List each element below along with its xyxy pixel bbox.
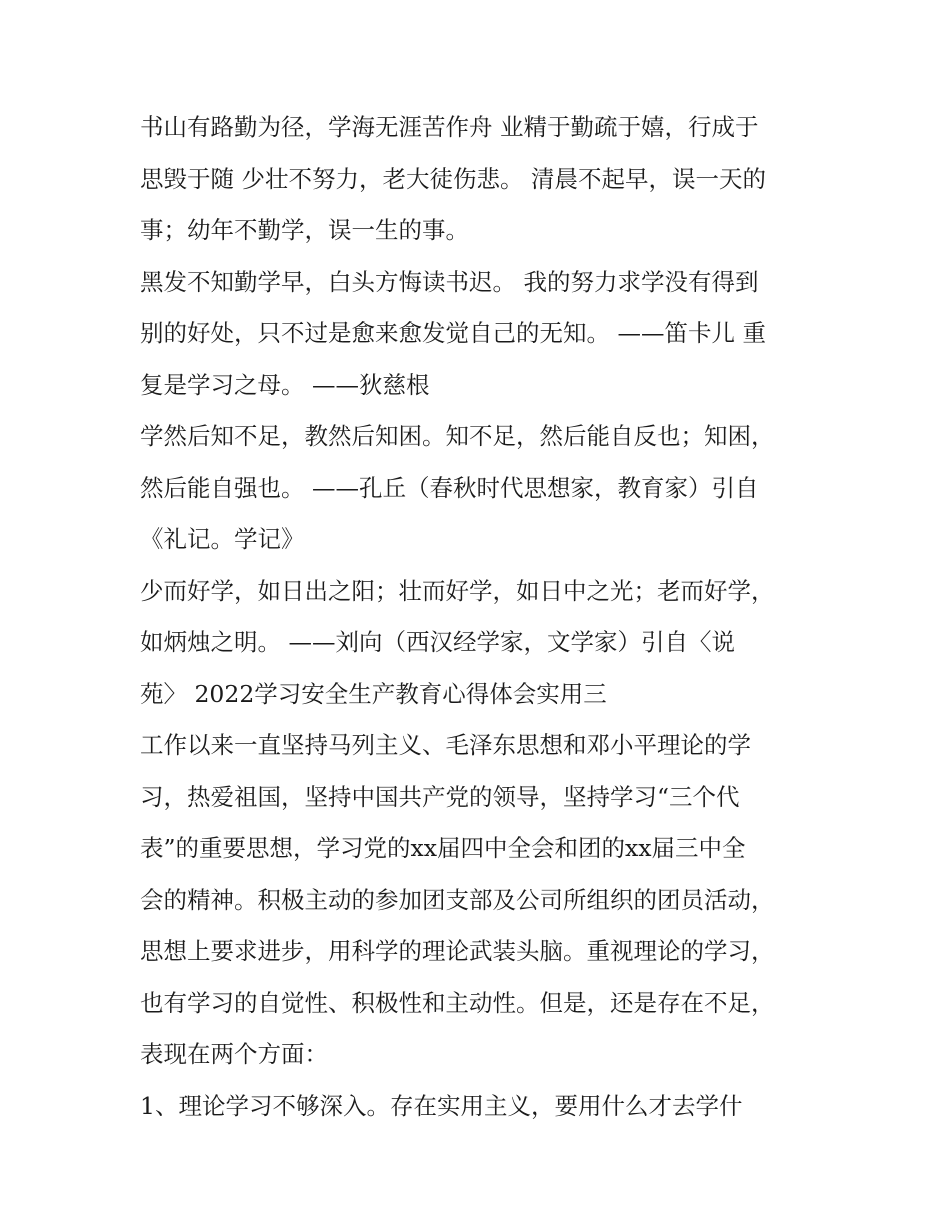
text-line: 思毁于随 少壮不努力，老大徒伤悲。 清晨不起早，误一天的 [140, 164, 766, 193]
text-line: 然后能自强也。 ——孔丘（春秋时代思想家，教育家）引自 [140, 473, 759, 502]
text-line: 复是学习之母。 ——狄慈根 [140, 370, 430, 399]
text-line: 事；幼年不勤学，误一生的事。 [140, 216, 469, 244]
text-line: 会的精神。积极主动的参加团支部及公司所组织的团员活动， [140, 885, 775, 914]
text-line: 书山有路勤为径，学海无涯苦作舟 业精于勤疏于嬉，行成于 [140, 113, 759, 141]
text-line: 也有学习的自觉性、积极性和主动性。但是，还是存在不足， [140, 988, 775, 1017]
text-line: 习，热爱祖国，坚持中国共产党的领导，坚持学习“三个代 [140, 782, 740, 811]
text-line: 别的好处，只不过是愈来愈发觉自己的无知。 ——笛卡儿 重 [140, 319, 766, 347]
text-line: 工作以来一直坚持马列主义、毛泽东思想和邓小平理论的学 [140, 731, 751, 759]
text-line: 如炳烛之明。 ——刘向（西汉经学家，文学家）引自〈说 [140, 628, 735, 656]
text-line: 黑发不知勤学早，白头方悔读书迟。 我的努力求学没有得到 [140, 267, 759, 296]
text-line: 学然后知不足，教然后知困。知不足，然后能自反也；知困， [140, 422, 775, 450]
text-line: 苑〉 2022学习安全生产教育心得体会实用三 [140, 679, 607, 708]
text-line: 表”的重要思想，学习党的xx届四中全会和团的xx届三中全 [140, 834, 746, 862]
text-line: 1、理论学习不够深入。存在实用主义，要用什么才去学什 [140, 1091, 743, 1120]
text-line: 《礼记。学记》 [140, 525, 305, 553]
text-line: 表现在两个方面： [140, 1040, 328, 1068]
text-line: 少而好学，如日出之阳；壮而好学，如日中之光；老而好学， [140, 576, 775, 605]
text-line: 思想上要求进步，用科学的理论武装头脑。重视理论的学习， [140, 937, 775, 965]
document-body [140, 102, 810, 1132]
